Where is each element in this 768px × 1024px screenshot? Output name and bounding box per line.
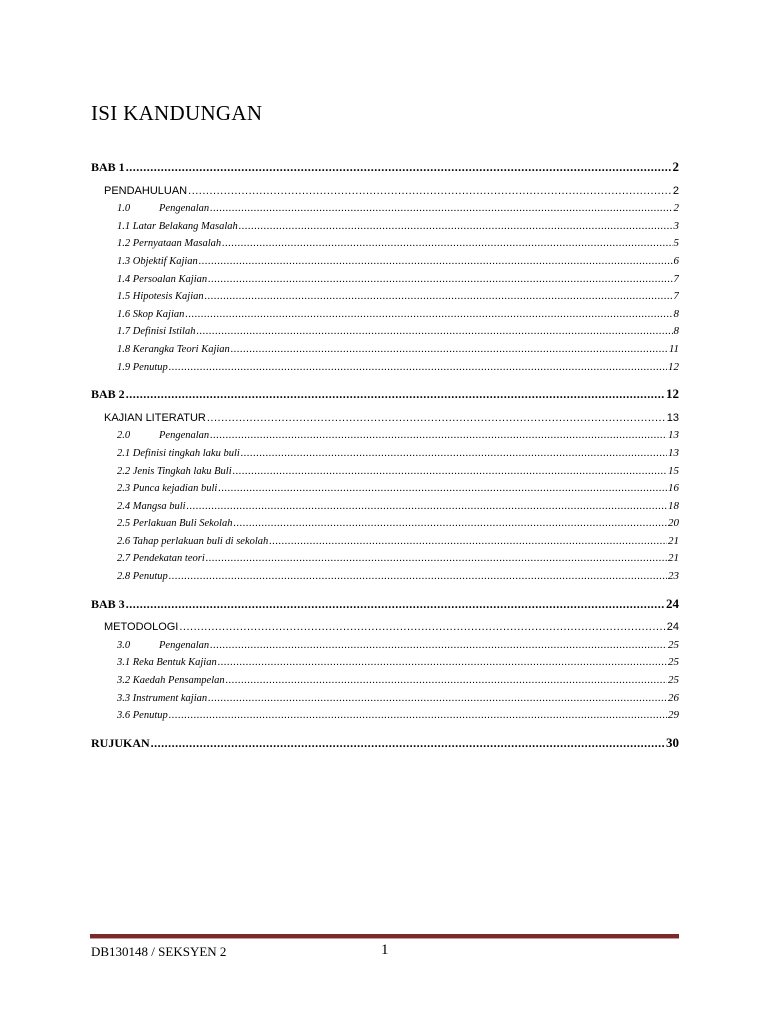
toc-chapter-heading[interactable] — [91, 621, 679, 639]
toc-page-number: 2 — [672, 159, 679, 174]
dot-leader — [233, 518, 667, 529]
toc-entry-label: 2.2 Jenis Tingkah laku Buli — [117, 465, 232, 477]
toc-page-number: 25 — [668, 674, 679, 687]
dot-leader — [187, 501, 667, 512]
dot-leader — [208, 693, 667, 704]
toc-entry-label: 3.2 Kaedah Pensampelan — [117, 675, 225, 687]
dot-leader — [196, 326, 672, 337]
dot-leader — [169, 362, 667, 373]
dot-leader — [169, 571, 667, 582]
toc-entry-title: Pengenalan — [159, 203, 210, 215]
toc-page-number: 5 — [673, 237, 679, 250]
dot-leader — [210, 640, 667, 651]
dot-leader — [239, 221, 673, 232]
toc-entry-label: BAB 1 — [91, 160, 125, 174]
toc-page-number: 13 — [668, 446, 679, 459]
toc-entry-label: 2.1 Definisi tingkah laku buli — [117, 447, 240, 459]
toc-entry-number: 2.0 — [117, 430, 131, 442]
toc-page-number: 2 — [672, 184, 679, 197]
dot-leader — [241, 448, 667, 459]
dot-leader — [222, 238, 672, 249]
dot-leader — [206, 553, 667, 564]
toc-chapter-heading[interactable] — [91, 185, 679, 203]
toc-entry-number: 3.0 — [117, 639, 131, 651]
toc-entry-label: 2.8 Penutup — [117, 571, 168, 583]
toc-entry-label: BAB 3 — [91, 596, 125, 611]
toc-subsection[interactable] — [91, 500, 679, 518]
toc-subsection[interactable] — [91, 692, 679, 710]
toc-subsection[interactable] — [91, 639, 679, 657]
toc-entry-label: METODOLOGI — [104, 621, 179, 634]
toc-subsection[interactable] — [91, 535, 679, 553]
toc-page-number: 18 — [668, 499, 679, 512]
dot-leader — [179, 621, 665, 633]
toc-subsection[interactable] — [91, 674, 679, 692]
toc-page-number: 3 — [673, 219, 679, 232]
toc-entry-label: 3.6 Penutup — [117, 710, 168, 722]
dot-leader — [169, 710, 667, 721]
page-title: ISI KANDUNGAN — [91, 101, 263, 125]
toc-subsection[interactable] — [91, 709, 679, 727]
footer-divider — [90, 934, 679, 939]
toc-subsection[interactable] — [91, 361, 679, 379]
toc-subsection[interactable] — [91, 570, 679, 588]
toc-page-number: 29 — [668, 709, 679, 722]
toc-references[interactable] — [91, 735, 679, 753]
footer-document-id: DB130148 / SEKSYEN 2 — [91, 944, 227, 959]
toc-page-number: 26 — [668, 691, 679, 704]
dot-leader — [205, 291, 673, 302]
dot-leader — [218, 483, 667, 494]
table-of-contents — [91, 159, 679, 752]
toc-page-number: 12 — [666, 386, 679, 402]
toc-page-number: 6 — [673, 254, 679, 267]
toc-page-number: 25 — [668, 656, 679, 669]
toc-entry-title: Pengenalan — [159, 639, 210, 651]
dot-leader — [231, 344, 668, 355]
toc-page-number: 8 — [673, 307, 679, 320]
toc-subsection[interactable] — [91, 220, 679, 238]
dot-leader — [218, 657, 667, 668]
dot-leader — [210, 430, 667, 441]
toc-entry-label — [117, 640, 209, 651]
toc-page-number: 7 — [673, 272, 679, 285]
toc-page-number: 30 — [666, 734, 679, 750]
toc-page-number: 20 — [668, 517, 679, 530]
toc-entry-label: PENDAHULUAN — [104, 184, 188, 197]
toc-chapter[interactable] — [91, 596, 679, 614]
toc-entry-label: 1.5 Hipotesis Kajian — [117, 291, 204, 303]
toc-subsection[interactable] — [91, 656, 679, 674]
toc-chapter-heading[interactable] — [91, 412, 679, 430]
toc-chapter[interactable] — [91, 386, 679, 404]
toc-entry-label: 2.6 Tahap perlakuan buli di sekolah — [117, 535, 269, 547]
toc-page-number: 21 — [668, 534, 679, 547]
toc-subsection[interactable] — [91, 517, 679, 535]
toc-chapter[interactable] — [91, 159, 679, 177]
toc-entry-label: 2.3 Punca kejadian buli — [117, 483, 218, 495]
toc-entry-label: 2.7 Pendekatan teori — [117, 553, 205, 565]
toc-entry-number: 1.0 — [117, 203, 131, 215]
toc-page-number: 7 — [673, 290, 679, 303]
toc-subsection[interactable] — [91, 273, 679, 291]
toc-page-number: 8 — [673, 325, 679, 338]
toc-page-number: 13 — [666, 411, 679, 424]
dot-leader — [207, 412, 666, 424]
toc-page-number: 15 — [668, 464, 679, 477]
toc-subsection[interactable] — [91, 429, 679, 447]
toc-entry-label: KAJIAN LITERATUR — [104, 411, 206, 424]
toc-page-number: 12 — [668, 360, 679, 373]
toc-subsection[interactable] — [91, 552, 679, 570]
toc-entry-title: Pengenalan — [159, 430, 210, 442]
dot-leader — [269, 536, 667, 547]
footer-page-number: 1 — [381, 942, 389, 958]
toc-subsection[interactable] — [91, 308, 679, 326]
toc-page-number: 24 — [666, 621, 679, 634]
toc-entry-label — [117, 203, 209, 214]
toc-entry-label: 3.3 Instrument kajian — [117, 692, 208, 704]
toc-subsection[interactable] — [91, 255, 679, 273]
dot-leader — [208, 274, 672, 285]
toc-subsection[interactable] — [91, 325, 679, 343]
toc-page-number: 2 — [673, 202, 679, 215]
toc-page-number: 13 — [668, 429, 679, 442]
dot-leader — [126, 387, 665, 402]
toc-entry-label: RUJUKAN — [91, 735, 150, 750]
toc-entry-label: 1.4 Persoalan Kajian — [117, 273, 208, 285]
toc-entry-label: BAB 2 — [91, 387, 125, 402]
dot-leader — [151, 736, 665, 751]
toc-subsection[interactable] — [91, 237, 679, 255]
toc-entry-label: 1.3 Objektif Kajian — [117, 255, 198, 267]
dot-leader — [126, 597, 665, 612]
dot-leader — [199, 256, 673, 267]
toc-subsection[interactable] — [91, 290, 679, 308]
toc-entry-label — [117, 430, 209, 441]
toc-page-number: 24 — [666, 595, 679, 611]
dot-leader — [233, 466, 667, 477]
toc-page-number: 21 — [668, 552, 679, 565]
toc-subsection[interactable] — [91, 202, 679, 220]
toc-subsection[interactable] — [91, 465, 679, 483]
toc-subsection[interactable] — [91, 343, 679, 361]
toc-entry-label: 1.6 Skop Kajian — [117, 308, 185, 320]
toc-entry-label: 1.2 Pernyataan Masalah — [117, 238, 222, 250]
dot-leader — [226, 675, 667, 686]
toc-subsection[interactable] — [91, 482, 679, 500]
toc-entry-label: 2.5 Perlakuan Buli Sekolah — [117, 518, 233, 530]
toc-page-number: 23 — [668, 570, 679, 583]
toc-entry-label: 1.7 Definisi Istilah — [117, 326, 196, 338]
toc-page-number: 25 — [668, 638, 679, 651]
dot-leader — [188, 185, 672, 197]
toc-page-number: 11 — [668, 342, 679, 355]
toc-entry-label: 1.9 Penutup — [117, 361, 168, 373]
dot-leader — [210, 203, 672, 214]
toc-entry-label: 2.4 Mangsa buli — [117, 500, 186, 512]
toc-subsection[interactable] — [91, 447, 679, 465]
dot-leader — [185, 309, 672, 320]
toc-entry-label: 3.1 Reka Bentuk Kajian — [117, 657, 217, 669]
toc-page-number: 16 — [668, 482, 679, 495]
dot-leader — [126, 160, 672, 175]
toc-entry-label: 1.8 Kerangka Teori Kajian — [117, 343, 230, 355]
toc-entry-label: 1.1 Latar Belakang Masalah — [117, 220, 238, 232]
